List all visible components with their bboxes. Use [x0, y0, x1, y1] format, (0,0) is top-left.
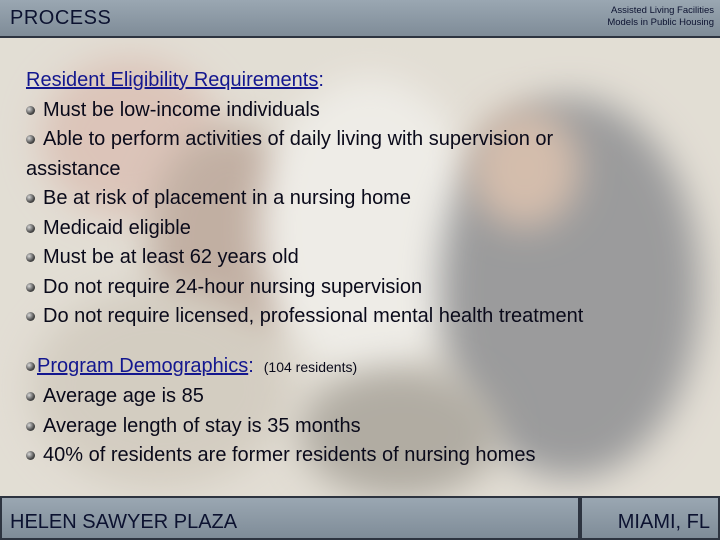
- bullet-icon: [26, 362, 35, 371]
- header-subtitle-line1: Assisted Living Facilities: [611, 5, 714, 16]
- slide-content: [26, 66, 706, 471]
- header-subtitle-line2: Models in Public Housing: [607, 17, 714, 28]
- bullet-icon: [26, 451, 35, 460]
- bullet-icon: [26, 422, 35, 431]
- list-item: [26, 96, 706, 126]
- footer-bar: [0, 496, 720, 540]
- list-item-continuation: [26, 155, 706, 185]
- list-item-text: Average age is 85: [43, 385, 204, 407]
- header-bar: [0, 0, 720, 38]
- header-title: PROCESS: [10, 7, 112, 29]
- list-item-text: Must be at least 62 years old: [43, 246, 299, 268]
- bullet-icon: [26, 135, 35, 144]
- demographics-heading: Program Demographics: [37, 354, 249, 377]
- section-gap: [26, 332, 706, 352]
- eligibility-heading-row: [26, 66, 706, 96]
- list-item-text: Be at risk of placement in a nursing home: [43, 187, 411, 209]
- list-item-text: assistance: [26, 157, 121, 180]
- list-item: [26, 412, 706, 442]
- header-subtitle: [607, 5, 714, 29]
- eligibility-heading: Resident Eligibility Requirements: [26, 69, 319, 91]
- list-item-text: 40% of residents are former residents of nursing homes: [43, 444, 536, 466]
- bullet-icon: [26, 224, 35, 233]
- footer-right-box: [580, 496, 720, 540]
- bullet-icon: [26, 312, 35, 321]
- list-item: [26, 243, 706, 273]
- footer-location-name: HELEN SAWYER PLAZA: [10, 511, 238, 533]
- list-item: [26, 302, 706, 332]
- bullet-icon: [26, 392, 35, 401]
- footer-left-box: [0, 496, 580, 540]
- list-item-text: Do not require licensed, professional mental health treatment: [43, 305, 584, 327]
- eligibility-colon: :: [318, 69, 324, 91]
- bullet-icon: [26, 194, 35, 203]
- footer-city: MIAMI, FL: [617, 511, 710, 533]
- list-item-text: Must be low-income individuals: [43, 98, 320, 121]
- list-item: [26, 184, 706, 214]
- residents-count-note: (104 residents): [263, 358, 358, 375]
- list-item-text: Average length of stay is 35 months: [43, 414, 361, 437]
- list-item: [26, 125, 706, 155]
- bullet-icon: [26, 253, 35, 262]
- list-item-text: Able to perform activities of daily living with supervision or: [43, 128, 554, 150]
- list-item: [26, 382, 706, 412]
- demographics-heading-row: [26, 352, 706, 383]
- list-item: [26, 273, 706, 303]
- bullet-icon: [26, 283, 35, 292]
- demographics-colon: :: [248, 354, 254, 377]
- list-item-text: Medicaid eligible: [43, 216, 191, 239]
- bullet-icon: [26, 106, 35, 115]
- list-item-text: Do not require 24-hour nursing supervision: [43, 275, 423, 298]
- list-item: [26, 214, 706, 244]
- list-item: [26, 441, 706, 471]
